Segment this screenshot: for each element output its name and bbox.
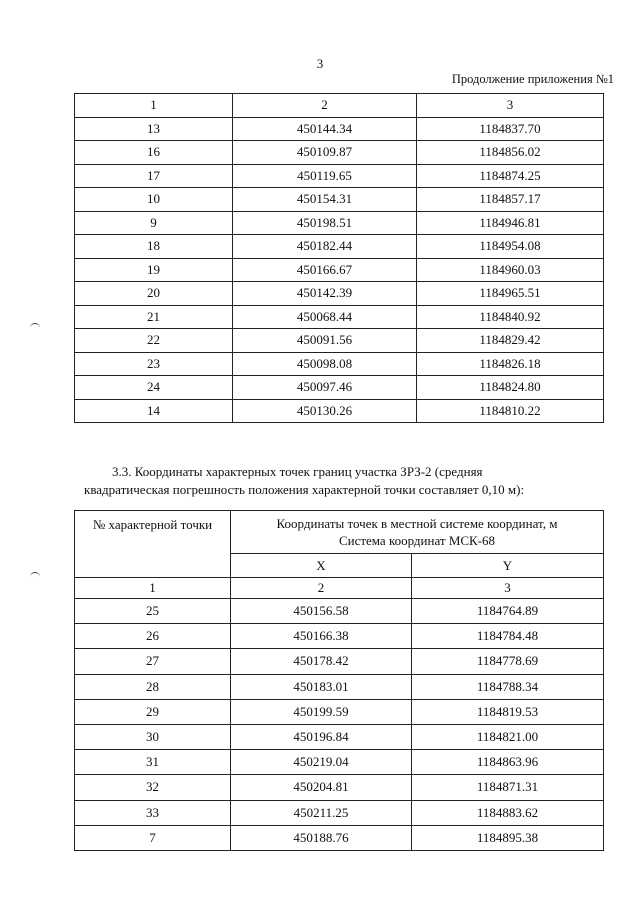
table-row: [75, 800, 604, 825]
table-header-row: [75, 511, 604, 554]
x-coordinate-cell: 450097.46: [233, 376, 417, 400]
x-coordinate-cell: 450219.04: [231, 750, 412, 775]
column-number-1: 1: [75, 578, 231, 599]
coordinates-header-line: Координаты точек в местной системе координат, м: [276, 516, 558, 531]
point-number-cell: 26: [75, 624, 231, 649]
x-coordinate-cell: 450166.38: [231, 624, 412, 649]
point-number-cell: 7: [75, 825, 231, 850]
table-row: [75, 305, 604, 329]
point-number-cell: 22: [75, 329, 233, 353]
y-coordinate-cell: 1184829.42: [417, 329, 604, 353]
y-coordinate-cell: 1184821.00: [412, 724, 604, 749]
point-number-cell: 13: [75, 117, 233, 141]
table-row: [75, 188, 604, 212]
x-coordinate-cell: 450211.25: [231, 800, 412, 825]
x-coordinate-cell: 450156.58: [231, 599, 412, 624]
point-number-cell: 32: [75, 775, 231, 800]
point-number-cell: 9: [75, 211, 233, 235]
y-coordinate-cell: 1184954.08: [417, 235, 604, 259]
x-header: X: [231, 554, 412, 578]
x-coordinate-cell: 450098.08: [233, 352, 417, 376]
point-number-cell: 21: [75, 305, 233, 329]
table-row: [75, 164, 604, 188]
point-number-cell: 17: [75, 164, 233, 188]
coordinates-table-continued: [74, 93, 604, 423]
point-number-cell: 14: [75, 399, 233, 423]
point-number-cell: 10: [75, 188, 233, 212]
section-heading-line: 3.3. Координаты характерных точек границ участка ЗРЗ-2 (средняя: [112, 464, 483, 479]
table-column-numbering-row: [75, 578, 604, 599]
y-coordinate-cell: 1184871.31: [412, 775, 604, 800]
point-number-cell: 18: [75, 235, 233, 259]
x-coordinate-cell: 450144.34: [233, 117, 417, 141]
point-number-cell: 33: [75, 800, 231, 825]
y-coordinate-cell: 1184840.92: [417, 305, 604, 329]
section-3-3-paragraph: [84, 463, 604, 499]
y-coordinate-cell: 1184960.03: [417, 258, 604, 282]
x-coordinate-cell: 450178.42: [231, 649, 412, 674]
table-row: [75, 775, 604, 800]
y-coordinate-cell: 1184837.70: [417, 117, 604, 141]
table-row: [75, 699, 604, 724]
point-number-cell: 23: [75, 352, 233, 376]
table-row: [75, 117, 604, 141]
y-coordinate-cell: 1184857.17: [417, 188, 604, 212]
x-coordinate-cell: 450130.26: [233, 399, 417, 423]
y-coordinate-cell: 1184883.62: [412, 800, 604, 825]
y-coordinate-cell: 1184946.81: [417, 211, 604, 235]
y-coordinate-cell: 1184895.38: [412, 825, 604, 850]
continuation-label: Продолжение приложения №1: [451, 72, 614, 86]
table-body: [75, 599, 604, 851]
column-number-2: 2: [231, 578, 412, 599]
table-row: [75, 376, 604, 400]
point-number-cell: 29: [75, 699, 231, 724]
table-row: [75, 282, 604, 306]
table-row: [75, 141, 604, 165]
coordinates-header: [231, 511, 604, 554]
column-number-3: 3: [412, 578, 604, 599]
table-column-numbering-row: [75, 94, 604, 118]
point-number-cell: 30: [75, 724, 231, 749]
point-number-cell: 16: [75, 141, 233, 165]
y-coordinate-cell: 1184874.25: [417, 164, 604, 188]
y-coordinate-cell: 1184856.02: [417, 141, 604, 165]
x-coordinate-cell: 450199.59: [231, 699, 412, 724]
table-row: [75, 399, 604, 423]
column-number-2: 2: [233, 94, 417, 118]
table-row: [75, 352, 604, 376]
table-row: [75, 624, 604, 649]
y-coordinate-cell: 1184764.89: [412, 599, 604, 624]
y-coordinate-cell: 1184810.22: [417, 399, 604, 423]
page-number: 3: [316, 56, 324, 71]
point-number-cell: 31: [75, 750, 231, 775]
column-number-1: 1: [75, 94, 233, 118]
table-row: [75, 825, 604, 850]
y-coordinate-cell: 1184965.51: [417, 282, 604, 306]
point-number-cell: 20: [75, 282, 233, 306]
x-coordinate-cell: 450142.39: [233, 282, 417, 306]
x-coordinate-cell: 450183.01: [231, 674, 412, 699]
x-coordinate-cell: 450068.44: [233, 305, 417, 329]
point-number-header: № характерной точки: [75, 511, 231, 578]
y-coordinate-cell: 1184788.34: [412, 674, 604, 699]
point-number-cell: 28: [75, 674, 231, 699]
y-coordinate-cell: 1184863.96: [412, 750, 604, 775]
table-body: [75, 117, 604, 423]
margin-bracket-mark: [30, 572, 40, 581]
x-coordinate-cell: 450204.81: [231, 775, 412, 800]
x-coordinate-cell: 450091.56: [233, 329, 417, 353]
y-coordinate-cell: 1184824.80: [417, 376, 604, 400]
table-row: [75, 211, 604, 235]
coordinate-system-line: Система координат МСК-68: [338, 533, 496, 548]
y-coordinate-cell: 1184826.18: [417, 352, 604, 376]
section-heading-line: квадратическая погрешность положения характерной точки составляет 0,10 м):: [84, 482, 525, 497]
table-row: [75, 674, 604, 699]
table-row: [75, 258, 604, 282]
x-coordinate-cell: 450119.65: [233, 164, 417, 188]
x-coordinate-cell: 450198.51: [233, 211, 417, 235]
x-coordinate-cell: 450109.87: [233, 141, 417, 165]
x-coordinate-cell: 450182.44: [233, 235, 417, 259]
y-coordinate-cell: 1184784.48: [412, 624, 604, 649]
zrz2-coordinates-table: [74, 510, 604, 851]
table-row: [75, 235, 604, 259]
point-number-cell: 19: [75, 258, 233, 282]
x-coordinate-cell: 450196.84: [231, 724, 412, 749]
x-coordinate-cell: 450154.31: [233, 188, 417, 212]
point-number-cell: 24: [75, 376, 233, 400]
table-row: [75, 750, 604, 775]
x-coordinate-cell: 450166.67: [233, 258, 417, 282]
table-row: [75, 599, 604, 624]
y-coordinate-cell: 1184778.69: [412, 649, 604, 674]
table-row: [75, 724, 604, 749]
table-row: [75, 329, 604, 353]
margin-bracket-mark: [30, 323, 40, 332]
point-number-cell: 27: [75, 649, 231, 674]
column-number-3: 3: [417, 94, 604, 118]
point-number-cell: 25: [75, 599, 231, 624]
x-coordinate-cell: 450188.76: [231, 825, 412, 850]
y-header: Y: [412, 554, 604, 578]
y-coordinate-cell: 1184819.53: [412, 699, 604, 724]
table-row: [75, 649, 604, 674]
